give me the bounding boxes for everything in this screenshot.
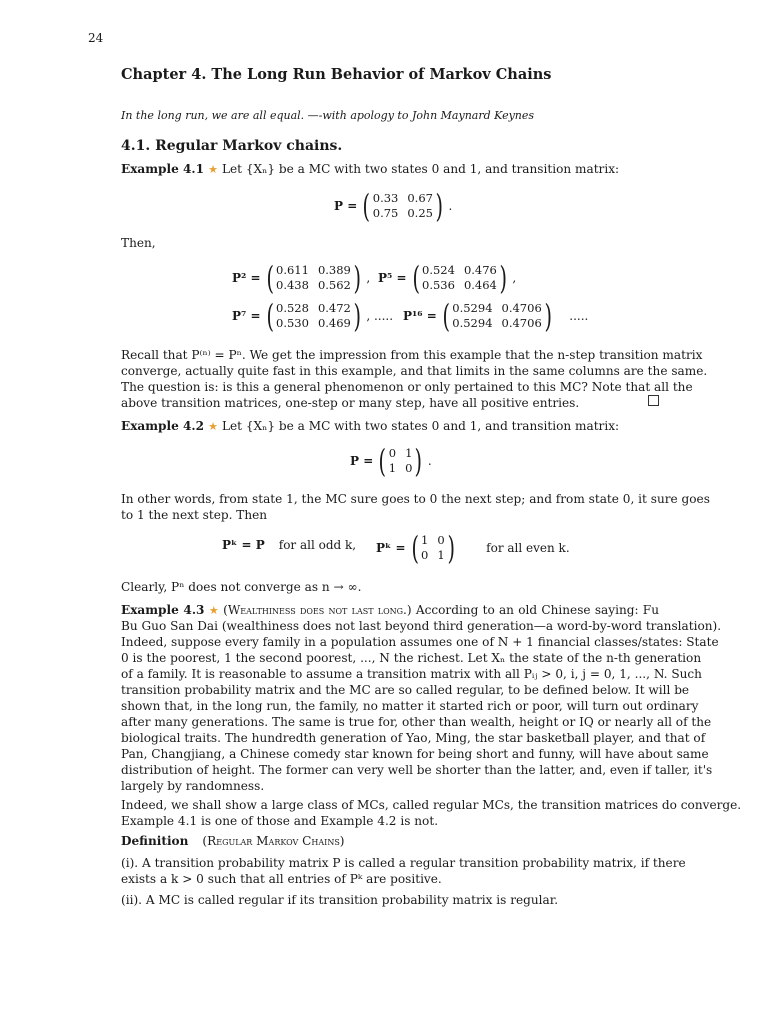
matrix-lhs: P⁵ = — [378, 271, 407, 285]
example-4-3-text: Bu Guo San Dai (wealthiness does not last beyond third generation—a word-by-word translation). — [121, 619, 722, 633]
left-paren: ( — [266, 297, 274, 335]
matrix-cell: 0 — [437, 533, 445, 547]
right-paren: ) — [353, 297, 361, 335]
right-paren: ) — [499, 259, 507, 297]
example-4-3-text: 0 is the poorest, 1 the second poorest, ..., N the richest. Let Xₙ the state of the n-th generation — [121, 651, 702, 665]
matrix-cells — [389, 446, 413, 476]
right-paren: ) — [435, 187, 443, 225]
matrix-cell: 0.67 — [407, 191, 433, 205]
example-4-1-intro: Let {Xₙ} be a MC with two states 0 and 1, and transition matrix: — [221, 162, 620, 176]
recall-line: Recall that P⁽ⁿ⁾ = Pⁿ. We get the impression from this example that the n-step transition matrix — [121, 348, 703, 362]
example-4-3-first-line — [121, 603, 659, 617]
matrix-cell: 0.464 — [463, 278, 497, 292]
left-paren: ( — [412, 259, 420, 297]
odd-lhs: Pᵏ = P — [222, 538, 265, 552]
example-4-2-intro: Let {Xₙ} be a MC with two states 0 and 1, and transition matrix: — [221, 419, 620, 433]
matrix-cell: 0.528 — [276, 301, 309, 315]
even-power-equation — [376, 529, 570, 567]
left-paren: ( — [442, 297, 450, 335]
matrix-cell: 1 — [437, 548, 445, 562]
clearly-text: Clearly, Pⁿ does not converge as n → ∞. — [121, 580, 362, 594]
example-4-2-intro-line — [121, 419, 619, 433]
chapter-title: Chapter 4. The Long Run Behavior of Markov Chains — [121, 66, 552, 83]
section-title: 4.1. Regular Markov chains. — [121, 138, 343, 154]
matrix-tail: , — [512, 271, 517, 285]
matrix-lhs: P = — [350, 454, 374, 468]
matrix-tail: , ..... — [366, 309, 394, 323]
right-paren: ) — [414, 442, 423, 480]
example-4-3-text: of a family. It is reasonable to assume a transition matrix with all Pᵢⱼ > 0, i, j = 0, 1, ..., N. Such — [121, 667, 702, 681]
recall-line: above transition matrices, one-step or many step, have all positive entries. — [121, 396, 580, 410]
matrix-cell: 0.469 — [317, 316, 351, 330]
definition-heading — [121, 834, 345, 848]
example-4-1-label: Example 4.1 — [121, 162, 205, 176]
example-4-3-text: transition probability matrix and the MC are so called regular, to be defined below. It will be — [121, 683, 690, 697]
definition-item: (ii). A MC is called regular if its transition probability matrix is regular. — [121, 893, 559, 907]
star-icon: ★ — [208, 604, 220, 617]
matrix — [410, 259, 510, 297]
matrix — [360, 187, 445, 225]
left-paren: ( — [362, 187, 371, 225]
matrix-cell: 0.75 — [372, 206, 399, 220]
matrix — [409, 529, 458, 567]
matrix-cells — [422, 263, 497, 293]
epigraph: In the long run, we are all equal. —-with apology to John Maynard Keynes — [121, 109, 535, 122]
matrix — [376, 442, 425, 480]
matrix-P7-equation — [232, 297, 394, 335]
example-4-3-text: largely by randomness. — [121, 779, 265, 793]
matrix-cell: 0.438 — [276, 278, 309, 292]
matrix — [440, 297, 554, 335]
definition-label: Definition — [121, 834, 189, 848]
example-4-2-text: to 1 the next step. Then — [121, 508, 268, 522]
matrix-tail: . — [427, 454, 432, 468]
indeed-text: Example 4.1 is one of those and Example 4.2 is not. — [121, 814, 439, 828]
matrix-cell: 0 — [388, 446, 397, 460]
example-4-3-text: biological traits. The hundredth generation of Yao, Ming, the star basketball player, and that of — [121, 731, 706, 745]
odd-power-equation — [222, 538, 356, 552]
example-4-3-text: distribution of height. The former can very well be shorter than the latter, and, even if taller, it's — [121, 763, 713, 777]
right-paren: ) — [353, 259, 361, 297]
matrix-cells — [373, 191, 433, 221]
matrix-tail: , — [366, 271, 371, 285]
matrix-lhs: P¹⁶ = — [403, 309, 437, 323]
matrix-cells — [452, 301, 542, 331]
right-paren: ) — [447, 529, 455, 567]
matrix-cell: 0.611 — [276, 263, 309, 277]
matrix-cell: 0 — [421, 548, 429, 562]
matrix-cell: 0.5294 — [452, 301, 493, 315]
right-paren: ) — [544, 297, 552, 335]
recall-line: The question is: is this a general phenomenon or only pertained to this MC? Note that all the — [121, 380, 693, 394]
recall-line: converge, actually quite fast in this example, and that limits in the same columns are the same. — [121, 364, 708, 378]
matrix-lhs: P² = — [232, 271, 261, 285]
matrix-P2-equation — [232, 259, 371, 297]
odd-text: for all odd k, — [278, 538, 357, 552]
matrix-cell: 0.33 — [372, 191, 399, 205]
matrix-cells — [276, 301, 351, 331]
star-icon: ★ — [208, 420, 218, 433]
star-icon: ★ — [208, 163, 218, 176]
matrix-P5-equation — [378, 259, 517, 297]
matrix-cell: 1 — [405, 446, 413, 460]
matrix-cell: 0.562 — [317, 278, 351, 292]
example-4-2-label: Example 4.2 — [121, 419, 205, 433]
example-4-3-text: Pan, Changjiang, a Chinese comedy star known for being short and funny, will have about same — [121, 747, 709, 761]
matrix-cell: 0.524 — [422, 263, 455, 277]
matrix-cell: 0 — [405, 461, 413, 475]
matrix-cell: 0.389 — [317, 263, 351, 277]
page-number: 24 — [88, 31, 104, 45]
example-4-3-text: after many generations. The same is true for, other than wealth, height or IQ or nearly all of the — [121, 715, 712, 729]
matrix-lhs: P = — [334, 199, 358, 213]
matrix-cell: 0.472 — [317, 301, 351, 315]
matrix-tail: ..... — [569, 309, 589, 323]
left-paren: ( — [378, 442, 387, 480]
matrix-cell: 0.4706 — [501, 316, 542, 330]
matrix-cell: 0.25 — [407, 206, 433, 220]
even-lhs: Pᵏ = — [376, 541, 406, 555]
matrix-cell: 0.4706 — [501, 301, 542, 315]
left-paren: ( — [411, 529, 419, 567]
matrix — [264, 259, 364, 297]
matrix-cell: 0.530 — [276, 316, 309, 330]
matrix-cells — [421, 533, 445, 563]
matrix-P16-equation — [403, 297, 589, 335]
matrix-lhs: P⁷ = — [232, 309, 261, 323]
matrix-cell: 0.536 — [422, 278, 455, 292]
example-4-2-text: In other words, from state 1, the MC sure goes to 0 the next step; and from state 0, it sure goes — [121, 492, 710, 506]
example-4-1-intro-line — [121, 162, 619, 176]
example-4-3-title: (Wealthiness does not last long.) — [223, 603, 412, 617]
example-4-3-text: Indeed, suppose every family in a population assumes one of N + 1 financial classes/states: State — [121, 635, 719, 649]
matrix-tail: . — [448, 199, 453, 213]
example-4-3-label: Example 4.3 — [121, 603, 205, 617]
definition-item: (i). A transition probability matrix P is called a regular transition probability matrix, if there — [121, 856, 686, 870]
example-4-3-text: shown that, in the long run, the family, no matter it started rich or poor, will turn out ordinary — [121, 699, 699, 713]
matrix-cell: 1 — [421, 533, 429, 547]
definition-item: exists a k > 0 such that all entries of Pᵏ are positive. — [121, 872, 442, 886]
matrix-cell: 0.5294 — [452, 316, 493, 330]
example-4-3-first: According to an old Chinese saying: Fu — [415, 603, 659, 617]
definition-title: (Regular Markov Chains) — [202, 834, 345, 848]
then-text: Then, — [121, 236, 156, 250]
matrix-cell: 1 — [388, 461, 397, 475]
matrix — [264, 297, 364, 335]
matrix-P-equation — [334, 187, 453, 225]
matrix-cells — [276, 263, 351, 293]
even-text: for all even k. — [486, 541, 570, 555]
qed-square — [648, 395, 659, 406]
indeed-text: Indeed, we shall show a large class of MCs, called regular MCs, the transition matrices do converge. — [121, 798, 742, 812]
matrix-cell: 0.476 — [463, 263, 497, 277]
matrix-P-swap-equation — [350, 442, 432, 480]
left-paren: ( — [266, 259, 274, 297]
